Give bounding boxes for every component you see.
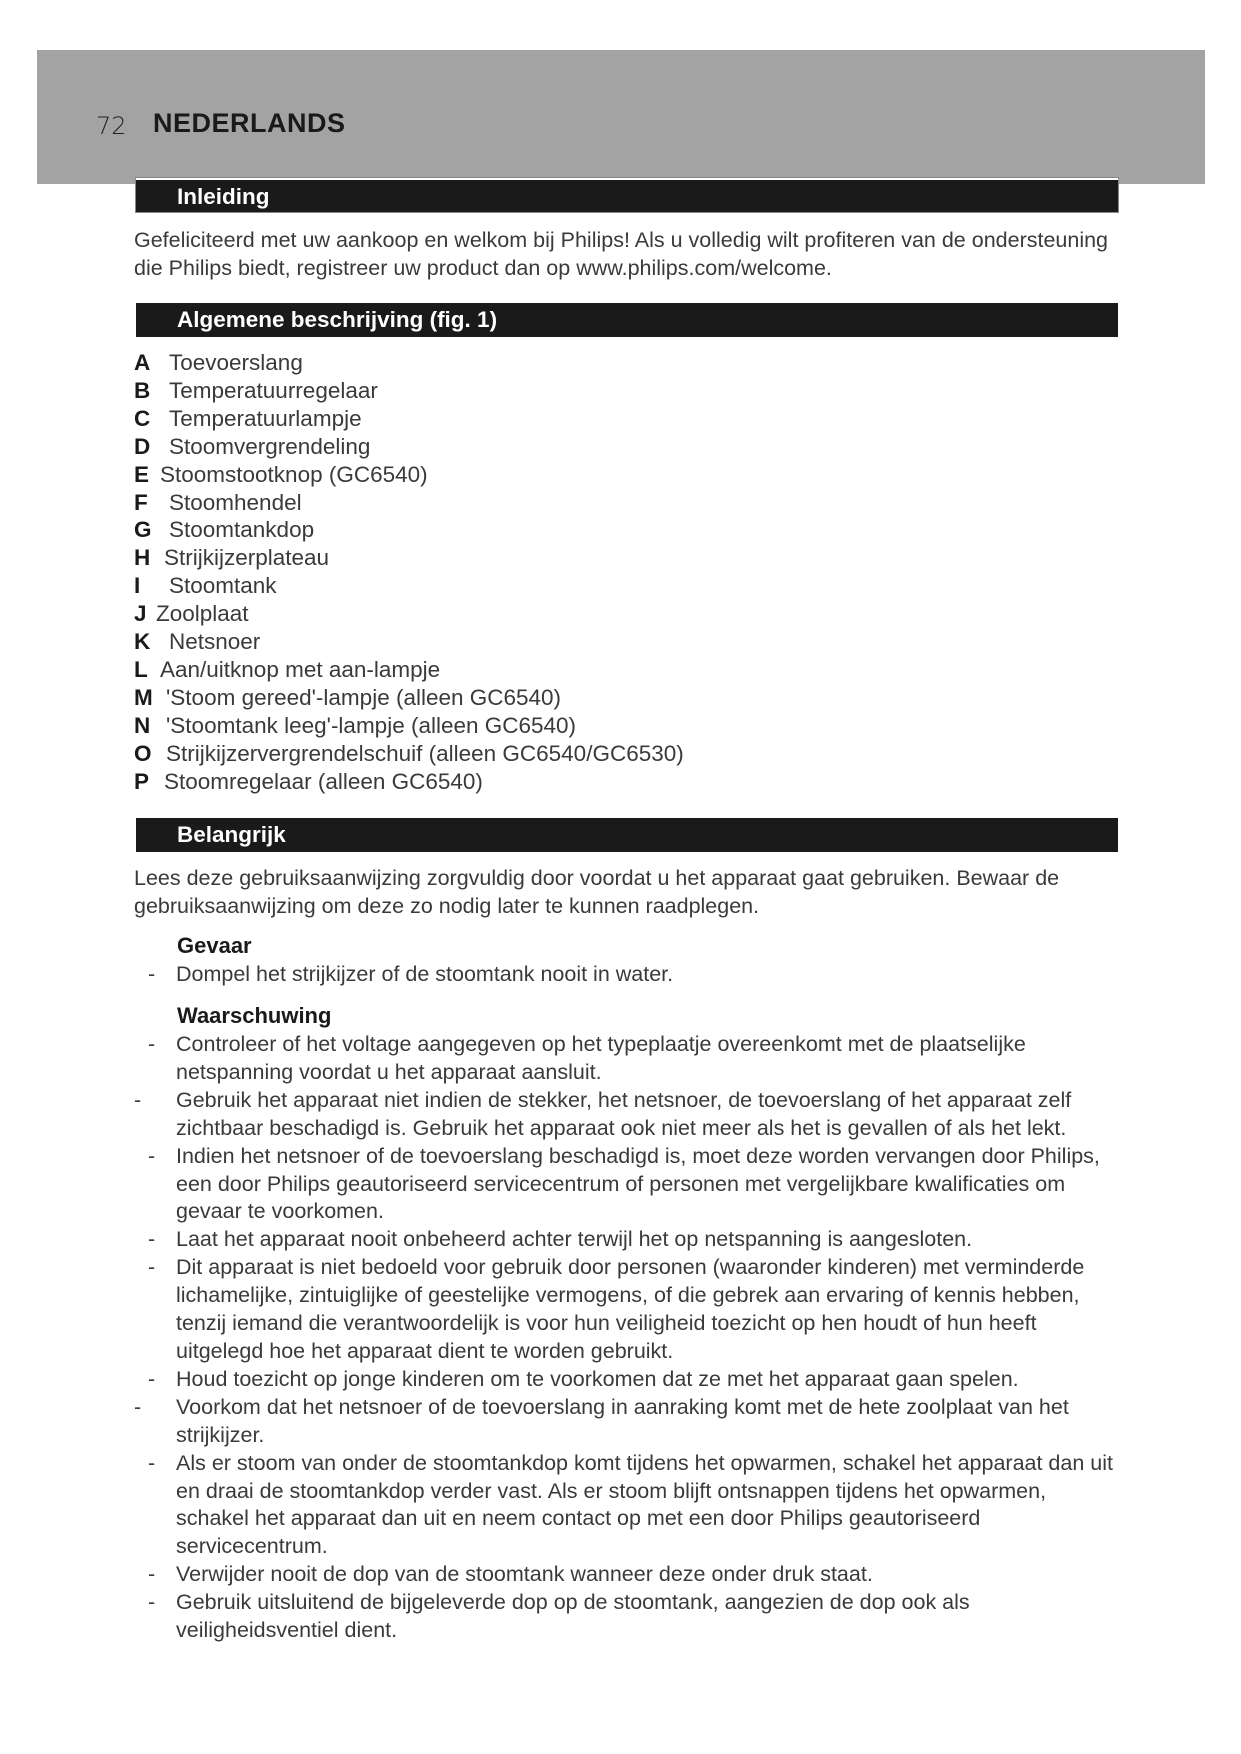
important-paragraph: Lees deze gebruiksaanwijzing zorgvuldig door voordat u het apparaat gaat gebruiken. Bewaar de gebruiksaanwijzing om deze zo nodig later te kunnen raadplegen.: [134, 866, 1060, 918]
page-number: 72: [96, 112, 127, 140]
warning-item: - Gebruik uitsluitend de bijgeleverde dop op de stoomtank, aangezien de dop ook als veiligheidsventiel dient.: [148, 1590, 970, 1643]
part-item: [134, 377, 684, 405]
parts-list: [134, 349, 684, 796]
danger-item: - Dompel het strijkijzer of de stoomtank nooit in water.: [148, 962, 674, 986]
warning-item: - Controleer of het voltage aangegeven op het typeplaatje overeenkomt met de plaatselijke netspanning voordat u het apparaat aansluit.: [148, 1032, 1026, 1084]
part-label: 'Stoom gereed'-lampje (alleen GC6540): [166, 684, 562, 710]
part-item: [134, 544, 684, 572]
part-item: [134, 349, 684, 377]
part-label: Aan/uitknop met aan-lampje: [160, 656, 441, 682]
section-heading-important: Belangrijk: [136, 818, 1118, 852]
section-heading-intro: Inleiding: [136, 178, 1118, 212]
part-label: Temperatuurlampje: [169, 405, 362, 431]
warning-heading: Waarschuwing: [177, 1003, 332, 1028]
part-label: 'Stoomtank leeg'-lampje (alleen GC6540): [166, 712, 577, 738]
part-letter: F: [134, 489, 148, 515]
part-item: [134, 461, 684, 489]
part-label: Stoomvergrendeling: [169, 433, 371, 459]
part-letter: A: [134, 350, 151, 375]
part-item: [134, 600, 684, 628]
part-letter: M: [134, 684, 153, 710]
part-item: [134, 572, 684, 600]
part-letter: J: [134, 601, 147, 627]
part-item: [134, 489, 684, 517]
part-item: [134, 684, 684, 712]
part-letter: P: [134, 768, 150, 794]
warning-item: - Houd toezicht op jonge kinderen om te voorkomen dat ze met het apparaat gaan spelen.: [148, 1366, 1019, 1391]
part-letter: B: [134, 377, 151, 403]
warning-list: [134, 1031, 1124, 1645]
part-label: Strijkijzerplateau: [164, 545, 330, 571]
section-heading-description: Algemene beschrijving (fig. 1): [136, 303, 1118, 337]
part-label: Zoolplaat: [156, 601, 249, 627]
part-letter: L: [134, 656, 148, 682]
part-letter: I: [134, 573, 141, 599]
part-label: Stoomstootknop (GC6540): [160, 461, 428, 487]
part-item: [134, 740, 684, 768]
warning-item: - Als er stoom van onder de stoomtankdop komt tijdens het opwarmen, schakel het apparaat dan uit en draai de stoomtankdop verder vast. Als er stoom blijft ontsnappen tijdens het opwarmen, schakel het apparaat dan uit en neem contact op met een door Philips geautoriseerd servicecentrum.: [148, 1450, 1113, 1559]
intro-paragraph: Gefeliciteerd met uw aankoop en welkom bij Philips! Als u volledig wilt profiteren van de ondersteuning die Philips biedt, registreer uw product dan op www.philips.com/welcome.: [134, 228, 1109, 280]
danger-heading: Gevaar: [177, 933, 252, 958]
part-letter: O: [134, 740, 152, 766]
warning-item: - Laat het apparaat nooit onbeheerd achter terwijl het op netspanning is aangesloten.: [148, 1227, 973, 1252]
part-letter: G: [134, 517, 152, 543]
part-label: Stoomhendel: [169, 489, 302, 515]
warning-item: - Gebruik het apparaat niet indien de stekker, het netsnoer, de toevoerslang of het apparaat zelf zichtbaar beschadigd is. Gebruik het apparaat ook niet meer als het is gevallen of als het lekt.: [134, 1087, 1072, 1140]
warning-item: - Voorkom dat het netsnoer of de toevoerslang in aanraking komt met de hete zoolplaat van het strijkijzer.: [134, 1394, 1069, 1447]
part-label: Stoomregelaar (alleen GC6540): [164, 768, 483, 794]
warning-item: - Dit apparaat is niet bedoeld voor gebruik door personen (waaronder kinderen) met verminderde lichamelijke, zintuiglijke of geestelijke vermogens, of die gebrek aan ervaring of kennis hebben, tenzij iemand die verantwoordelijk is voor hun veiligheid toezicht op hen houdt of hun heeft uitgelegd hoe het apparaat dient te worden gebruikt.: [148, 1255, 1085, 1363]
part-item: [134, 516, 684, 544]
part-item: [134, 405, 684, 433]
part-label: Stoomtank: [169, 573, 277, 599]
part-item: [134, 712, 684, 740]
part-label: Strijkijzervergrendelschuif (alleen GC6540/GC6530): [166, 740, 684, 766]
part-label: Temperatuurregelaar: [169, 377, 378, 403]
warning-item: - Indien het netsnoer of de toevoerslang beschadigd is, moet deze worden vervangen door Philips, een door Philips geautoriseerd servicecentrum of personen met vergelijkbare kwalificaties om gevaar te voorkomen.: [148, 1143, 1100, 1224]
language-title: NEDERLANDS: [153, 108, 346, 138]
part-item: [134, 656, 684, 684]
part-letter: K: [134, 629, 151, 655]
part-item: [134, 768, 684, 796]
warning-item: - Verwijder nooit de dop van de stoomtank wanneer deze onder druk staat.: [148, 1562, 873, 1587]
part-letter: C: [134, 405, 151, 431]
part-item: [134, 433, 684, 461]
part-label: Netsnoer: [169, 629, 261, 655]
part-letter: E: [134, 461, 150, 487]
part-label: Toevoerslang: [169, 350, 303, 375]
part-label: Stoomtankdop: [169, 517, 315, 543]
danger-list: [134, 961, 1124, 989]
part-letter: N: [134, 712, 151, 738]
part-letter: D: [134, 433, 151, 459]
part-item: [134, 628, 684, 656]
part-letter: H: [134, 545, 151, 571]
